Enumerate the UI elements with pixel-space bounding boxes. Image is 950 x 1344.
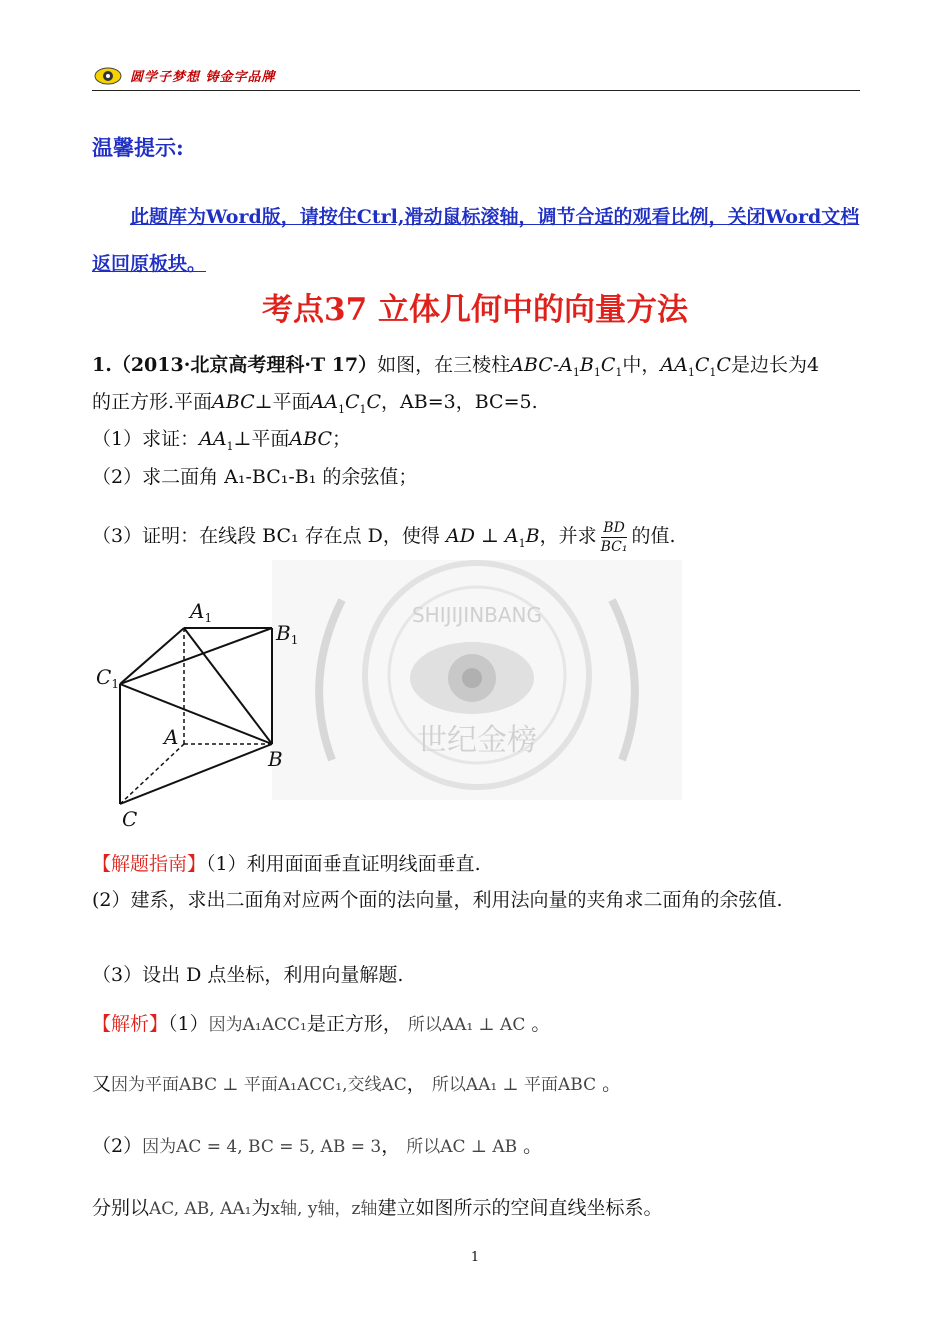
math: 因为A₁ACC₁ [208,1015,307,1035]
guide-tag: 【解题指南】 [92,853,207,875]
text: 中， [622,354,661,376]
text: （1）利用面面垂直证明线面垂直. [206,853,481,875]
text: 是正方形， [306,1013,402,1035]
text: 建立如图所示的空间直线坐标系。 [377,1197,663,1219]
math: AC, AB, AA₁ [149,1199,252,1219]
page-header [92,60,860,91]
text: （1）求证： [92,428,200,450]
text: 为 [251,1197,271,1219]
math: x轴, y轴，z轴 [270,1199,378,1219]
solution-line-4 [92,1190,862,1227]
question-3: （3）证明：在线段 BC₁ 存在点 D，使得 AD ⊥ $A_1B$，并求 $\frac{BD}{\text{BC₁}}$ 的值. [92,519,676,555]
text: 又 [92,1073,112,1095]
tip-title: 温馨提示: [92,135,184,160]
ratio-fraction [601,519,628,556]
watermark-bottom-text: 世纪金榜 [417,723,537,758]
label-B: B [268,747,283,771]
math: 所以AA₁ ⊥ 平面ABC [431,1075,597,1095]
text: 的正方形.平面 [92,391,213,413]
label-C: C [122,807,138,831]
math: 因为平面ABC ⊥ 平面A₁ACC₁,交线AC [111,1075,407,1095]
section-title: 考点37 立体几何中的向量方法 [262,292,688,328]
text: ， [381,1135,401,1157]
math: 所以AA₁ ⊥ AC [407,1015,526,1035]
text: 。 [602,1073,622,1095]
eye-logo-icon [94,66,122,86]
label-A: A [164,725,179,749]
solution-line-2 [92,1066,862,1103]
text: （1） [168,1013,209,1035]
label-B1: $B_1$ [276,621,299,647]
label-C1: $C_1$ [96,665,119,691]
solution-line-1 [92,1006,862,1043]
fraction-numerator: BD [601,519,628,538]
text: 是边长为4 [730,354,820,376]
watermark-logo [272,560,682,800]
prism-figure [92,592,312,832]
problem-source: 1.（2013·北京高考理科·T 17） [92,354,378,376]
text: ，AB=3，BC=5. [381,391,538,413]
text: 。 [531,1013,551,1035]
problem-line-1: 1.（2013·北京高考理科·T 17）如图，在三棱柱ABC-$A_1B_1C_1$中，$AA_1C_1C$是边长为4 [92,354,820,379]
tip-body-text: 此题库为Word版，请按住Ctrl,滑动鼠标滚轴，调节合适的观看比例，关闭Word文档返回原板块。 [92,206,860,275]
text: 的值. [631,525,676,547]
guide-line-3: （3）设出 D 点坐标，利用向量解题. [92,964,404,986]
text: 。 [523,1135,543,1157]
fraction-denominator: BC₁ [600,538,628,555]
label-A1: $A_1$ [190,599,213,625]
text: ⊥平面 [233,428,290,450]
text: ； [332,428,352,450]
text: 分别以 [92,1197,150,1219]
problem-line-2: 的正方形.平面ABC⊥平面$AA_1C_1C$，AB=3，BC=5. [92,391,538,416]
question-2: （2）求二面角 A₁-BC₁-B₁ 的余弦值； [92,466,418,488]
question-1: （1）求证：$AA_1\perp$平面ABC； [92,428,352,453]
text: 如图，在三棱柱 [377,354,511,376]
text: （2） [92,1135,143,1157]
tip-body [92,194,862,288]
solution-tag: 【解析】 [92,1013,169,1035]
text: （3）证明：在线段 BC₁ 存在点 D，使得 [92,525,440,547]
math: 因为AC = 4, BC = 5, AB = 3 [142,1137,382,1157]
math: 所以AC ⊥ AB [406,1137,518,1157]
header-slogan: 圆学子梦想 铸金字品牌 [130,70,276,85]
watermark-top-text: SHIJIJINBANG [411,603,543,627]
page-number: 1 [470,1250,480,1265]
text: ，并求 [539,525,597,547]
solution-line-3 [92,1128,862,1165]
text: ⊥平面 [254,391,311,413]
guide-line-1 [92,846,862,882]
text: ， [406,1073,426,1095]
guide-line-2: (2）建系，求出二面角对应两个面的法向量，利用法向量的夹角求二面角的余弦值. [92,889,783,911]
